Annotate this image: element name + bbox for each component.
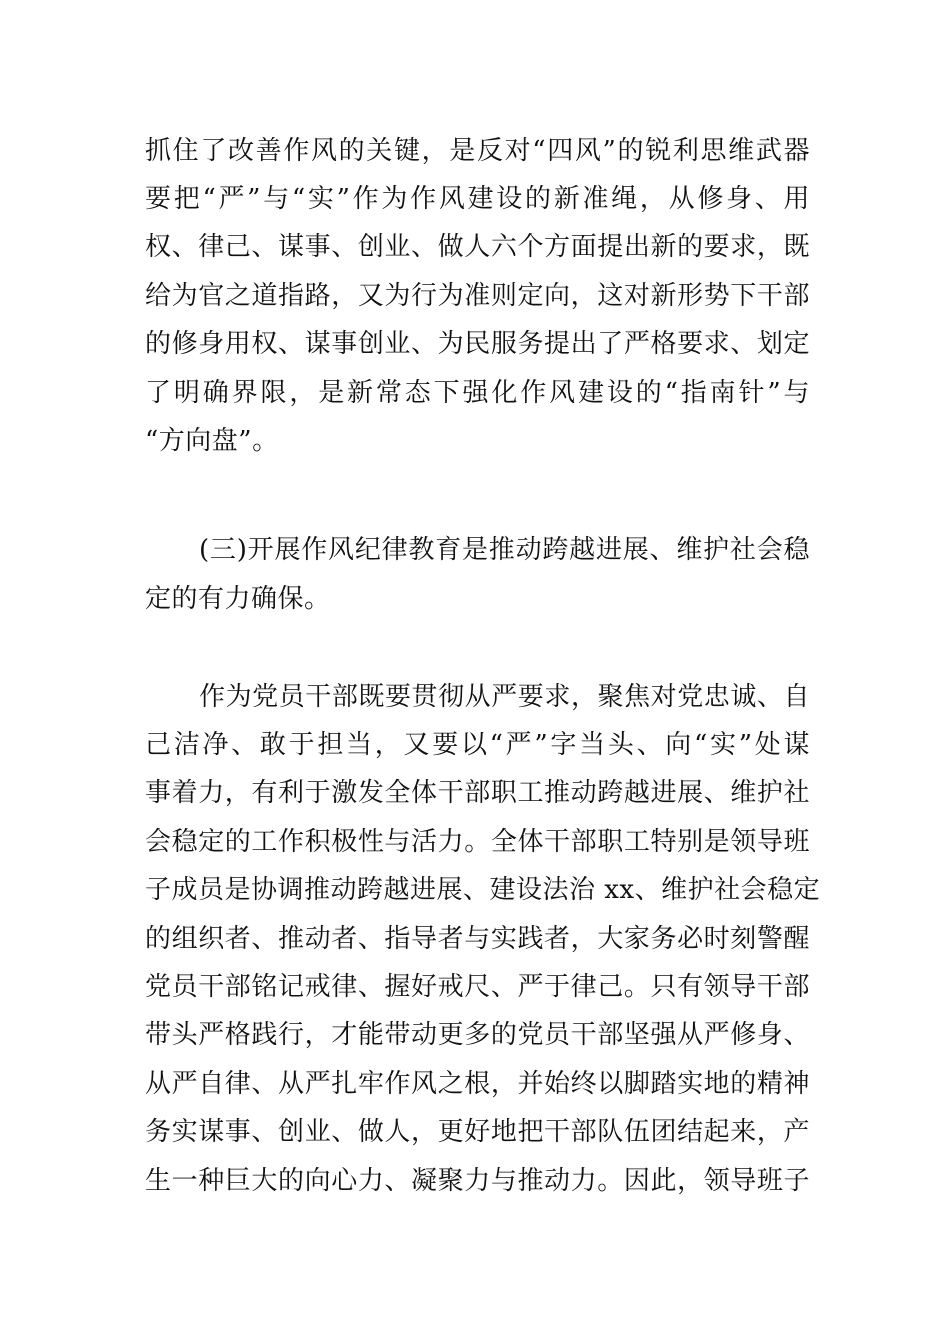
- text-line: 己洁净、敢于担当，又要以“严”字当头、向“实”处谋: [145, 730, 810, 760]
- text-line: 了明确界限，是新常态下强化作风建设的“指南针”与: [145, 378, 810, 408]
- text-line: 要把“严”与“实”作为作风建设的新准绳，从修身、用: [145, 184, 810, 214]
- text-line: 带头严格践行，才能带动更多的党员干部坚强从严修身、: [145, 1020, 810, 1050]
- text-line: 党员干部铭记戒律、握好戒尺、严于律己。只有领导干部: [145, 972, 810, 1002]
- text-line: 抓住了改善作风的关键，是反对“四风”的锐利思维武器: [145, 136, 810, 166]
- text-line: 的修身用权、谋事创业、为民服务提出了严格要求、划定: [145, 329, 810, 359]
- text-line: 作为党员干部既要贯彻从严要求，聚焦对党忠诚、自: [199, 682, 810, 712]
- text-line: 生一种巨大的向心力、凝聚力与推动力。因此，领导班子: [145, 1166, 810, 1196]
- text-line: 权、律己、谋事、创业、做人六个方面提出新的要求，既: [145, 232, 810, 262]
- section-heading-line: 定的有力确保。: [145, 584, 331, 614]
- text-line: 会稳定的工作积极性与活力。全体干部职工特别是领导班: [145, 827, 810, 857]
- text-line: 子成员是协调推动跨越进展、建设法治 xx、维护社会稳定: [145, 875, 821, 905]
- text-line: 从严自律、从严扎牢作风之根，并始终以脚踏实地的精神: [145, 1069, 810, 1099]
- text-line: 务实谋事、创业、做人，更好地把干部队伍团结起来，产: [145, 1117, 810, 1147]
- text-line: “方向盘”。: [145, 426, 279, 456]
- section-heading-line: (三)开展作风纪律教育是推动跨越进展、维护社会稳: [199, 535, 810, 565]
- text-line: 的组织者、推动者、指导者与实践者，大家务必时刻警醒: [145, 924, 810, 954]
- text-line: 给为官之道指路，又为行为准则定向，这对新形势下干部: [145, 281, 810, 311]
- text-line: 事着力，有利于激发全体干部职工推动跨越进展、维护社: [145, 778, 810, 808]
